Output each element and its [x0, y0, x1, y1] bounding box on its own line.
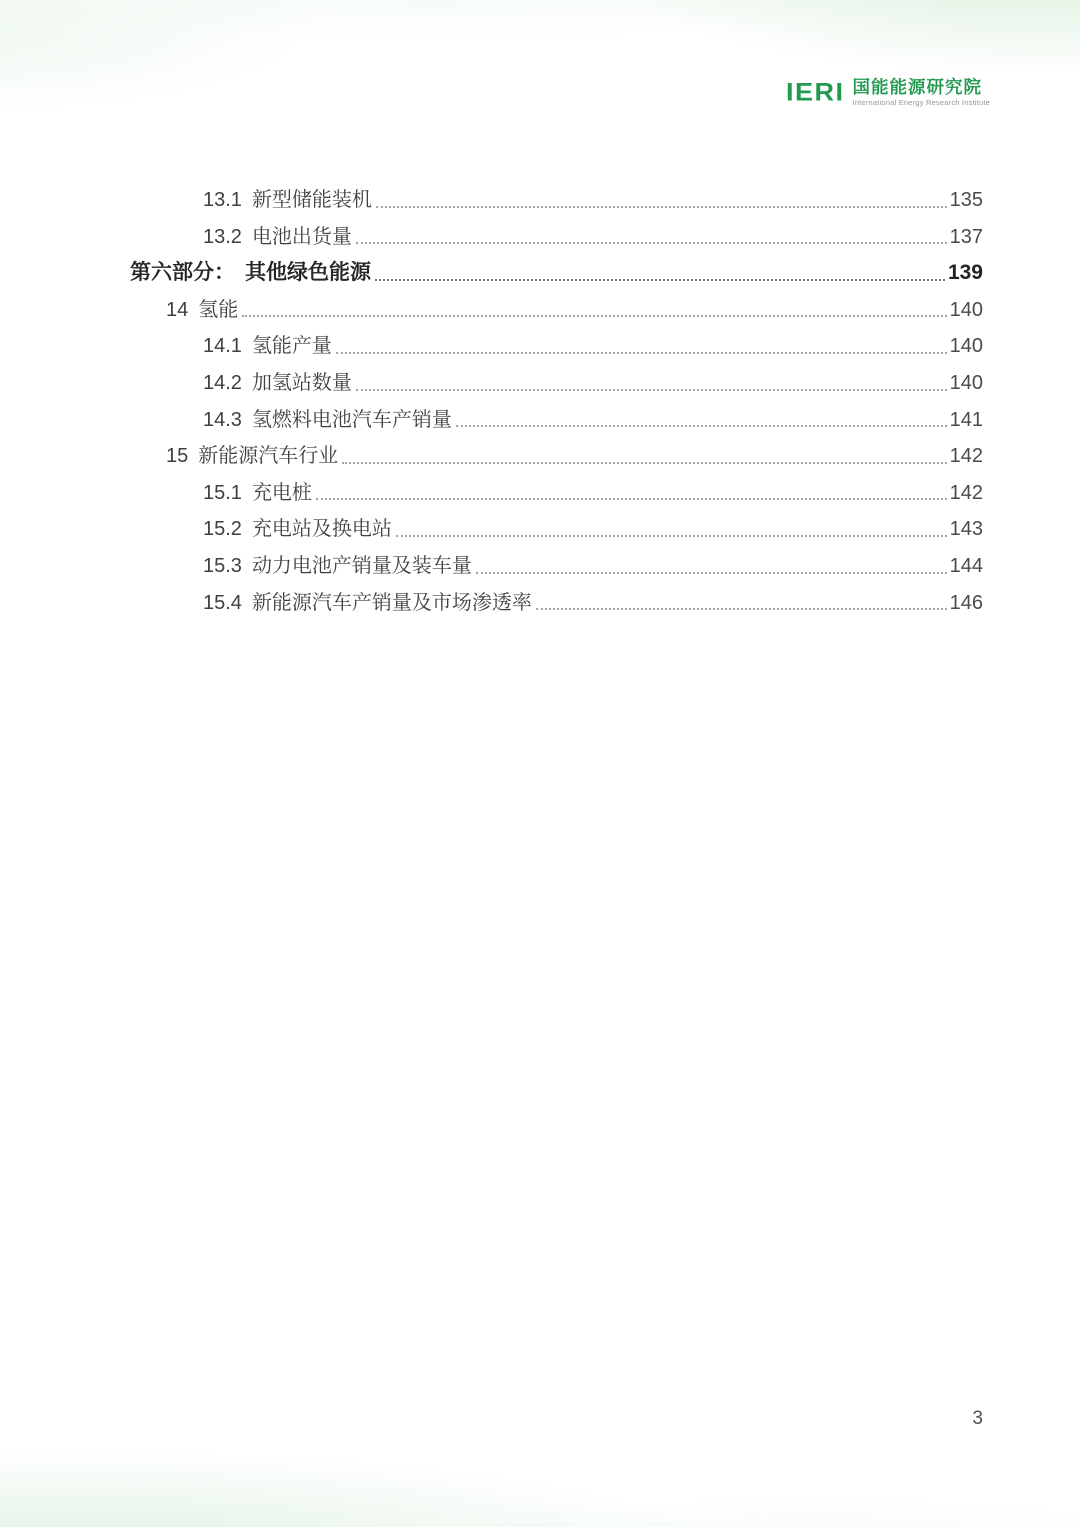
toc-entry-title: 充电站及换电站 — [251, 518, 392, 541]
toc-entry-page: 144 — [949, 554, 983, 577]
toc-entry[interactable] — [203, 475, 983, 512]
ieri-logo-cn-name: 国能能源研究院 — [852, 77, 983, 97]
toc-entry-number: 15.4 — [203, 591, 242, 614]
toc-entry-page: 139 — [947, 261, 983, 285]
toc-entry-page: 140 — [949, 335, 983, 358]
toc-entry-number: 14 — [166, 298, 189, 321]
toc-entry[interactable] — [203, 365, 983, 402]
ieri-logo — [786, 79, 990, 106]
toc-leader-dots — [375, 279, 945, 281]
toc-entry-title: 新能源汽车行业 — [198, 445, 339, 468]
toc-entry[interactable] — [203, 219, 983, 256]
toc-entry-title: 充电桩 — [251, 481, 312, 504]
toc-entry-page: 141 — [949, 408, 983, 431]
toc-entry-page: 146 — [949, 591, 983, 614]
toc-leader-dots — [536, 608, 947, 610]
toc-leader-dots — [376, 206, 947, 208]
toc-entry[interactable] — [203, 328, 983, 365]
toc-entry-title: 加氢站数量 — [251, 371, 352, 394]
toc-entry-title: 氢燃料电池汽车产销量 — [251, 408, 452, 431]
toc-entry-page: 142 — [949, 445, 983, 468]
toc-leader-dots — [356, 389, 947, 391]
ieri-logo-names — [853, 79, 990, 106]
toc-entry-title: 动力电池产销量及装车量 — [251, 554, 472, 577]
toc-leader-dots — [336, 352, 947, 354]
toc-entry-page: 135 — [949, 189, 983, 211]
toc-entry-number: 15.1 — [203, 481, 242, 504]
toc-entry[interactable] — [203, 511, 983, 548]
toc-entry-title: 电池出货量 — [251, 225, 352, 248]
toc-entry[interactable] — [203, 402, 983, 439]
toc-leader-dots — [476, 572, 947, 574]
toc-leader-dots — [316, 498, 947, 500]
toc-leader-dots — [456, 425, 947, 427]
toc-entry-title: 其他绿色能源 — [245, 261, 371, 285]
toc-entry[interactable] — [203, 585, 983, 622]
toc-leader-dots — [342, 462, 946, 464]
ieri-logo-acronym: IERI — [786, 78, 845, 106]
toc-entry-number: 14.3 — [203, 408, 242, 431]
toc-entry-title: 氢能 — [198, 298, 239, 321]
table-of-contents — [130, 182, 983, 621]
toc-leader-dots — [396, 535, 947, 537]
toc-entry[interactable] — [203, 548, 983, 585]
toc-entry-number: 15 — [166, 445, 189, 468]
toc-entry-number: 14.1 — [203, 335, 242, 358]
toc-entry-page: 142 — [949, 481, 983, 504]
toc-entry[interactable] — [166, 292, 983, 329]
ieri-logo-en-name: International Energy Research Institute — [852, 97, 990, 107]
toc-entry-page: 140 — [949, 371, 983, 394]
toc-entry[interactable] — [166, 438, 983, 475]
toc-section-header[interactable] — [130, 255, 983, 292]
toc-entry-page: 140 — [949, 298, 983, 321]
toc-entry-title: 新型储能装机 — [251, 189, 372, 211]
toc-entry-number: 14.2 — [203, 371, 242, 394]
toc-entry-number: 13.1 — [203, 189, 242, 211]
page-number: 3 — [972, 1408, 983, 1429]
toc-leader-dots — [242, 315, 946, 317]
toc-entry-number: 第六部分： — [130, 261, 235, 285]
toc-entry-title: 氢能产量 — [251, 335, 332, 358]
toc-entry-number: 13.2 — [203, 225, 242, 248]
toc-leader-dots — [356, 242, 947, 244]
toc-entry-number: 15.3 — [203, 554, 242, 577]
toc-entry-number: 15.2 — [203, 518, 242, 541]
toc-entry[interactable] — [203, 182, 983, 219]
toc-entry-title: 新能源汽车产销量及市场渗透率 — [251, 591, 532, 614]
toc-entry-page: 143 — [949, 518, 983, 541]
toc-entry-page: 137 — [949, 225, 983, 248]
